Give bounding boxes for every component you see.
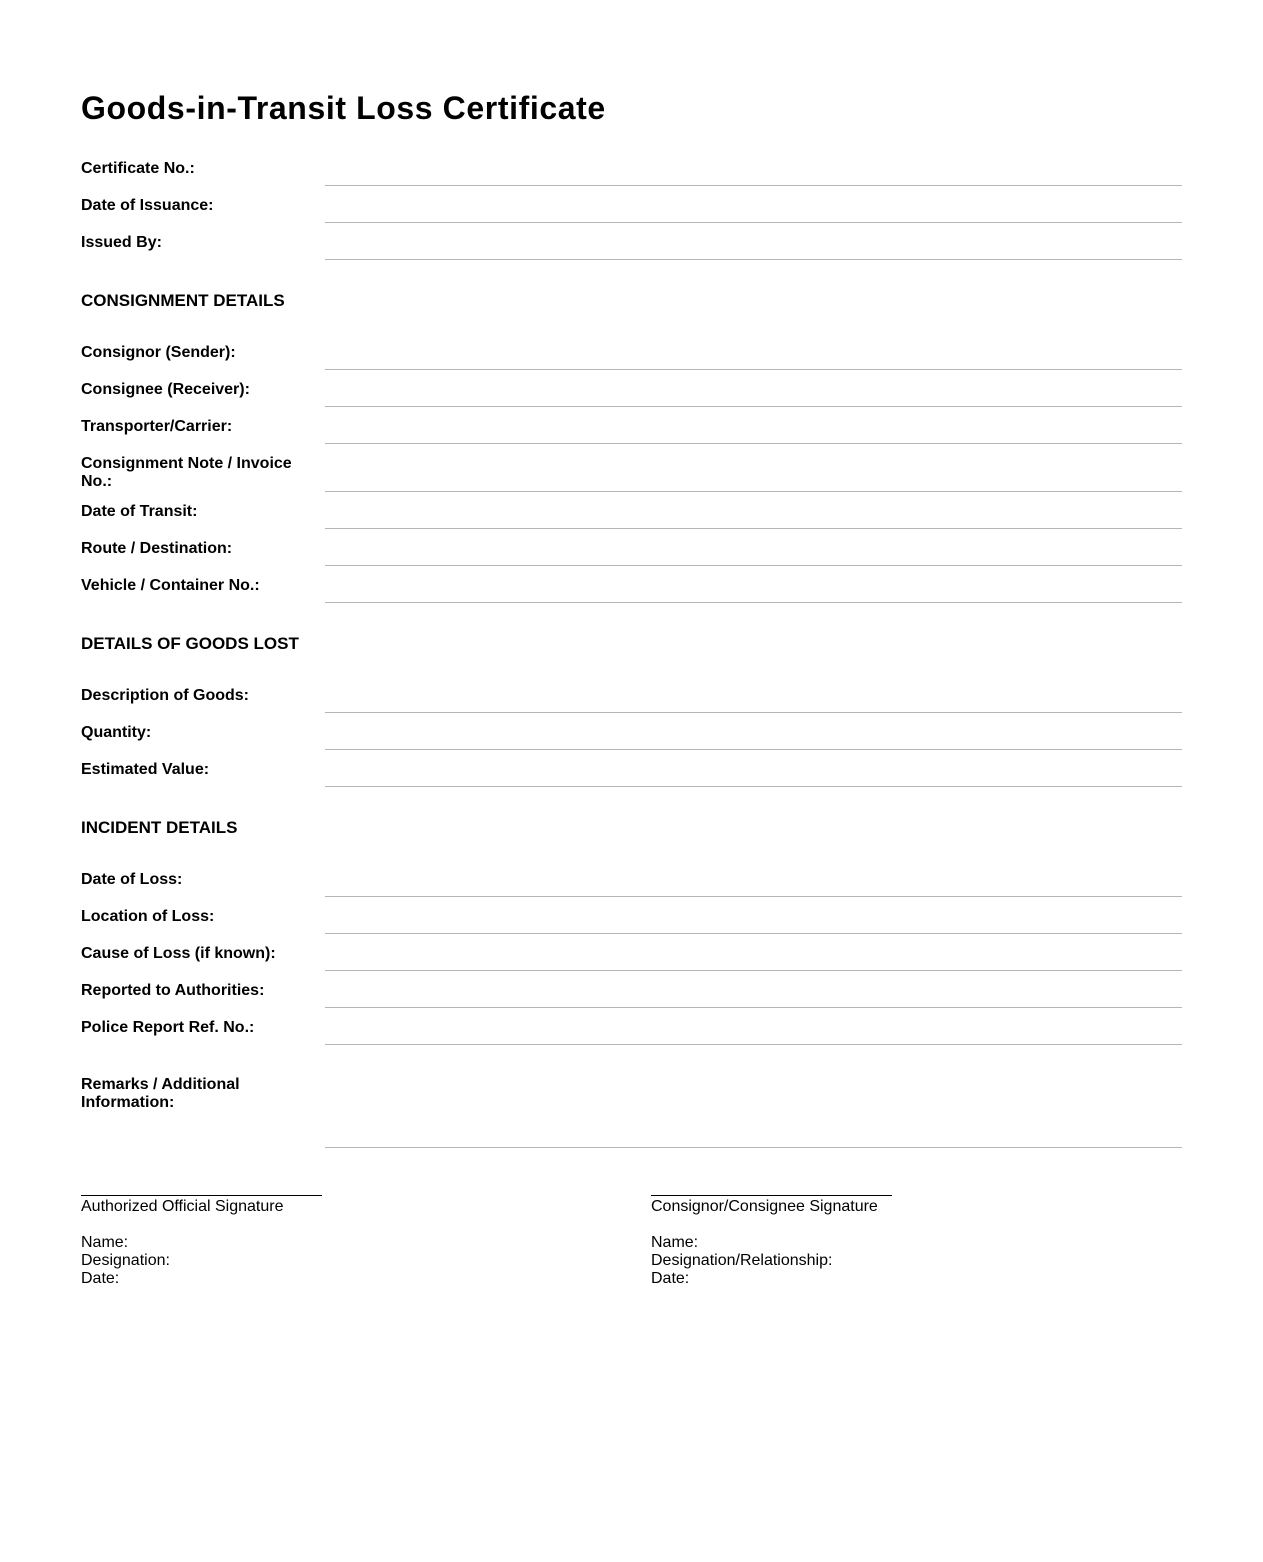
vehicle-container-label: Vehicle / Container No.: (81, 577, 260, 594)
party-designation-label: Designation/Relationship: (651, 1252, 833, 1269)
consignor-label: Consignor (Sender): (81, 344, 236, 361)
issued-by-field[interactable] (325, 259, 1182, 260)
consignee-field[interactable] (325, 406, 1182, 407)
consignee-label: Consignee (Receiver): (81, 381, 250, 398)
remarks-field[interactable] (325, 1147, 1182, 1148)
party-date-label: Date: (651, 1270, 690, 1287)
route-destination-label: Route / Destination: (81, 540, 233, 557)
consignment-note-field[interactable] (325, 491, 1182, 492)
goods-lost-heading: DETAILS OF GOODS LOST (81, 634, 299, 653)
official-signature-caption: Authorized Official Signature (81, 1198, 284, 1215)
description-of-goods-label: Description of Goods: (81, 687, 249, 704)
incident-details-heading: INCIDENT DETAILS (81, 818, 238, 837)
transporter-field[interactable] (325, 443, 1182, 444)
certificate-no-label: Certificate No.: (81, 160, 195, 177)
official-name-label: Name: (81, 1234, 129, 1251)
party-name-label: Name: (651, 1234, 699, 1251)
page-title: Goods-in-Transit Loss Certificate (81, 90, 606, 126)
transporter-label: Transporter/Carrier: (81, 418, 233, 435)
consignor-field[interactable] (325, 369, 1182, 370)
estimated-value-field[interactable] (325, 786, 1182, 787)
consignment-note-label: Consignment Note / Invoice No.: (81, 455, 292, 490)
date-of-issuance-field[interactable] (325, 222, 1182, 223)
reported-to-authorities-label: Reported to Authorities: (81, 982, 265, 999)
police-report-field[interactable] (325, 1044, 1182, 1045)
party-signature-caption: Consignor/Consignee Signature (651, 1198, 878, 1215)
reported-to-authorities-field[interactable] (325, 1007, 1182, 1008)
date-of-transit-label: Date of Transit: (81, 503, 198, 520)
official-designation-label: Designation: (81, 1252, 170, 1269)
police-report-label: Police Report Ref. No.: (81, 1019, 255, 1036)
quantity-label: Quantity: (81, 724, 152, 741)
date-of-loss-field[interactable] (325, 896, 1182, 897)
description-of-goods-field[interactable] (325, 712, 1182, 713)
official-signature-block (81, 1195, 322, 1288)
quantity-field[interactable] (325, 749, 1182, 750)
certificate-no-field[interactable] (325, 185, 1182, 186)
party-signature-block (651, 1195, 892, 1288)
cause-of-loss-label: Cause of Loss (if known): (81, 945, 276, 962)
remarks-label: Remarks / Additional Information: (81, 1076, 240, 1111)
date-of-transit-field[interactable] (325, 528, 1182, 529)
issued-by-label: Issued By: (81, 234, 162, 251)
official-date-label: Date: (81, 1270, 120, 1287)
party-signature-line[interactable] (651, 1195, 892, 1196)
date-of-loss-label: Date of Loss: (81, 871, 183, 888)
consignment-details-heading: CONSIGNMENT DETAILS (81, 291, 285, 310)
route-destination-field[interactable] (325, 565, 1182, 566)
date-of-issuance-label: Date of Issuance: (81, 197, 214, 214)
official-signature-line[interactable] (81, 1195, 322, 1196)
vehicle-container-field[interactable] (325, 602, 1182, 603)
location-of-loss-label: Location of Loss: (81, 908, 215, 925)
estimated-value-label: Estimated Value: (81, 761, 210, 778)
location-of-loss-field[interactable] (325, 933, 1182, 934)
cause-of-loss-field[interactable] (325, 970, 1182, 971)
